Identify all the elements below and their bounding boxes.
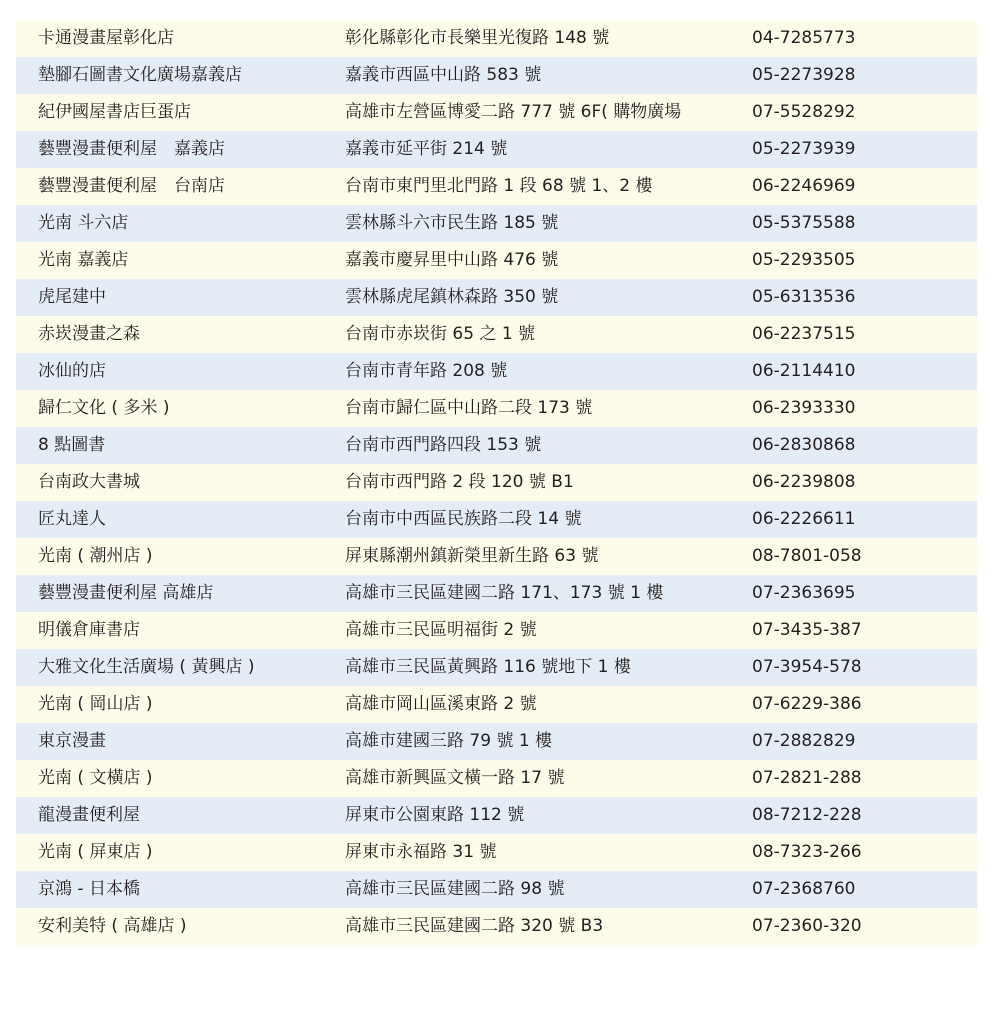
store-address-cell: 高雄市三民區建國二路 320 號 B3 <box>345 916 604 936</box>
store-name-cell: 光南 嘉義店 <box>38 250 129 270</box>
store-phone-cell: 07-2363695 <box>752 583 856 603</box>
store-address-cell: 屏東市永福路 31 號 <box>345 842 497 862</box>
store-address-cell: 雲林縣虎尾鎮林森路 350 號 <box>345 287 559 307</box>
store-name-cell: 龍漫畫便利屋 <box>38 805 140 825</box>
store-phone-cell: 07-2368760 <box>752 879 856 899</box>
table-row <box>16 316 977 353</box>
store-name-cell: 紀伊國屋書店巨蛋店 <box>38 102 191 122</box>
table-row <box>16 575 977 612</box>
table-row <box>16 612 977 649</box>
store-address-cell: 雲林縣斗六市民生路 185 號 <box>345 213 559 233</box>
store-name-cell: 赤崁漫畫之森 <box>38 324 140 344</box>
table-row <box>16 538 977 575</box>
table-row <box>16 649 977 686</box>
table-row <box>16 94 977 131</box>
table-row <box>16 908 977 945</box>
store-phone-cell: 08-7801-058 <box>752 546 862 566</box>
store-address-cell: 高雄市三民區建國二路 98 號 <box>345 879 565 899</box>
store-phone-cell: 05-2273939 <box>752 139 856 159</box>
store-phone-cell: 05-5375588 <box>752 213 856 233</box>
store-name-cell: 東京漫畫 <box>38 731 106 751</box>
store-name-cell: 台南政大書城 <box>38 472 140 492</box>
table-row <box>16 871 977 908</box>
store-phone-cell: 04-7285773 <box>752 28 856 48</box>
table-row <box>16 131 977 168</box>
store-address-cell: 高雄市建國三路 79 號 1 樓 <box>345 731 553 751</box>
store-address-cell: 台南市青年路 208 號 <box>345 361 508 381</box>
store-name-cell: 虎尾建中 <box>38 287 106 307</box>
store-name-cell: 明儀倉庫書店 <box>38 620 140 640</box>
store-name-cell: 8 點圖書 <box>38 435 106 455</box>
store-name-cell: 藝豐漫畫便利屋 台南店 <box>38 176 225 196</box>
store-phone-cell: 07-2882829 <box>752 731 856 751</box>
store-phone-cell: 07-2360-320 <box>752 916 862 936</box>
store-address-cell: 嘉義市慶昇里中山路 476 號 <box>345 250 559 270</box>
table-row <box>16 353 977 390</box>
table-row <box>16 427 977 464</box>
store-address-cell: 台南市赤崁街 65 之 1 號 <box>345 324 536 344</box>
table-row <box>16 57 977 94</box>
store-list-table <box>16 20 977 945</box>
store-name-cell: 匠丸達人 <box>38 509 106 529</box>
store-address-cell: 嘉義市延平街 214 號 <box>345 139 508 159</box>
table-row <box>16 723 977 760</box>
store-address-cell: 台南市西門路 2 段 120 號 B1 <box>345 472 574 492</box>
table-row <box>16 760 977 797</box>
store-phone-cell: 07-3954-578 <box>752 657 862 677</box>
table-row <box>16 242 977 279</box>
store-phone-cell: 05-2273928 <box>752 65 856 85</box>
store-address-cell: 高雄市三民區黃興路 116 號地下 1 樓 <box>345 657 631 677</box>
table-row <box>16 464 977 501</box>
store-address-cell: 高雄市左營區博愛二路 777 號 6F( 購物廣場 <box>345 102 682 122</box>
store-phone-cell: 07-6229-386 <box>752 694 862 714</box>
store-address-cell: 高雄市三民區明福街 2 號 <box>345 620 537 640</box>
store-name-cell: 墊腳石圖書文化廣場嘉義店 <box>38 65 242 85</box>
store-phone-cell: 08-7212-228 <box>752 805 862 825</box>
store-phone-cell: 08-7323-266 <box>752 842 862 862</box>
store-phone-cell: 05-6313536 <box>752 287 856 307</box>
table-row <box>16 797 977 834</box>
store-name-cell: 光南 ( 潮州店 ) <box>38 546 153 566</box>
store-address-cell: 嘉義市西區中山路 583 號 <box>345 65 542 85</box>
store-name-cell: 藝豐漫畫便利屋 高雄店 <box>38 583 214 603</box>
store-phone-cell: 06-2114410 <box>752 361 856 381</box>
store-phone-cell: 06-2239808 <box>752 472 856 492</box>
store-name-cell: 卡通漫畫屋彰化店 <box>38 28 174 48</box>
store-address-cell: 高雄市三民區建國二路 171、173 號 1 樓 <box>345 583 664 603</box>
table-row <box>16 501 977 538</box>
store-name-cell: 冰仙的店 <box>38 361 106 381</box>
store-phone-cell: 06-2226611 <box>752 509 856 529</box>
table-row <box>16 279 977 316</box>
store-address-cell: 彰化縣彰化市長樂里光復路 148 號 <box>345 28 610 48</box>
store-address-cell: 台南市歸仁區中山路二段 173 號 <box>345 398 593 418</box>
table-row <box>16 686 977 723</box>
store-name-cell: 藝豐漫畫便利屋 嘉義店 <box>38 139 225 159</box>
table-row <box>16 20 977 57</box>
store-phone-cell: 06-2237515 <box>752 324 856 344</box>
store-address-cell: 台南市東門里北門路 1 段 68 號 1、2 樓 <box>345 176 653 196</box>
store-name-cell: 光南 斗六店 <box>38 213 129 233</box>
table-row <box>16 390 977 427</box>
store-address-cell: 屏東縣潮州鎮新榮里新生路 63 號 <box>345 546 599 566</box>
store-address-cell: 屏東市公園東路 112 號 <box>345 805 525 825</box>
store-name-cell: 光南 ( 屏東店 ) <box>38 842 153 862</box>
store-phone-cell: 06-2830868 <box>752 435 856 455</box>
store-phone-cell: 05-2293505 <box>752 250 856 270</box>
store-name-cell: 光南 ( 文橫店 ) <box>38 768 153 788</box>
store-name-cell: 歸仁文化 ( 多米 ) <box>38 398 170 418</box>
store-name-cell: 大雅文化生活廣場 ( 黃興店 ) <box>38 657 255 677</box>
store-phone-cell: 07-5528292 <box>752 102 856 122</box>
store-name-cell: 京鴻 - 日本橋 <box>38 879 140 899</box>
store-address-cell: 台南市中西區民族路二段 14 號 <box>345 509 582 529</box>
store-phone-cell: 06-2246969 <box>752 176 856 196</box>
table-row <box>16 834 977 871</box>
store-address-cell: 高雄市新興區文橫一路 17 號 <box>345 768 565 788</box>
table-row <box>16 205 977 242</box>
store-phone-cell: 07-2821-288 <box>752 768 862 788</box>
store-phone-cell: 07-3435-387 <box>752 620 862 640</box>
table-row <box>16 168 977 205</box>
store-name-cell: 光南 ( 岡山店 ) <box>38 694 153 714</box>
store-name-cell: 安利美特 ( 高雄店 ) <box>38 916 187 936</box>
store-address-cell: 台南市西門路四段 153 號 <box>345 435 542 455</box>
store-address-cell: 高雄市岡山區溪東路 2 號 <box>345 694 537 714</box>
store-phone-cell: 06-2393330 <box>752 398 856 418</box>
